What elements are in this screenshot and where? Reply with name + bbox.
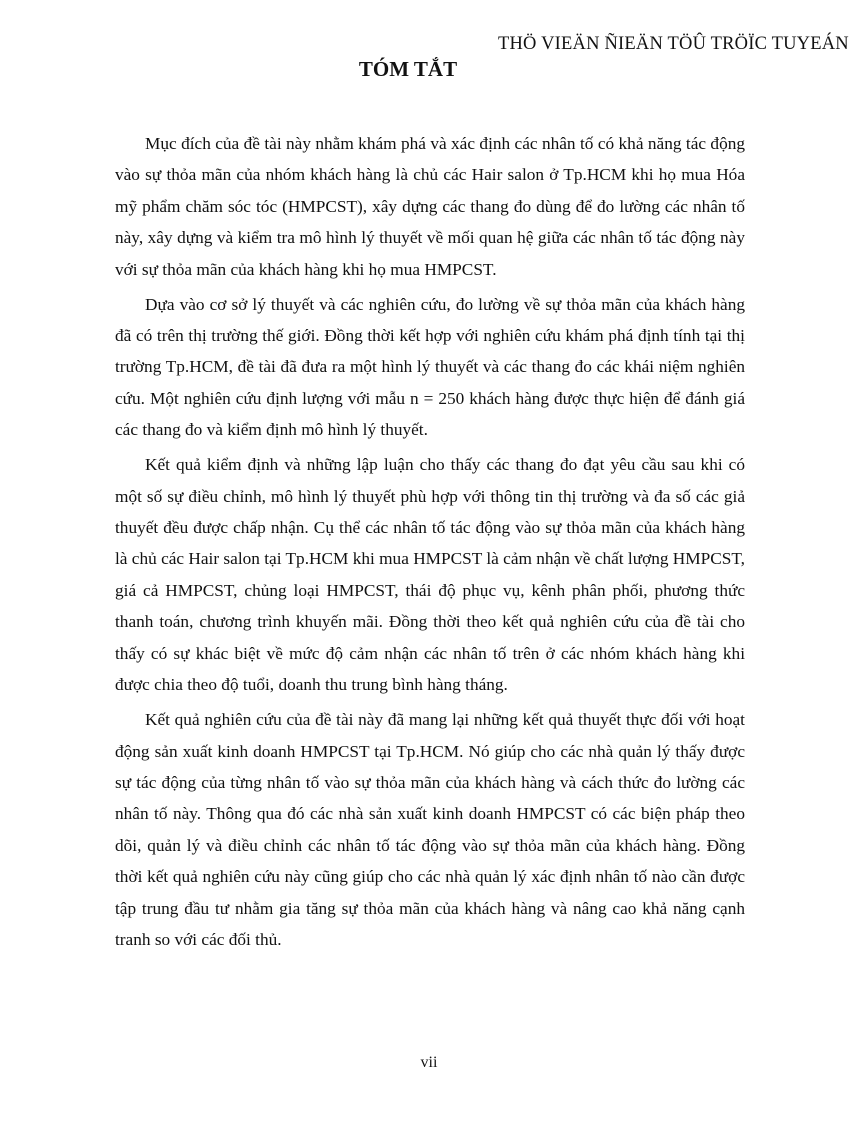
library-watermark: THÖ VIEÄN ÑIEÄN TÖÛ TRÖÏC TUYEÁN: [498, 34, 849, 54]
paragraph: Dựa vào cơ sở lý thuyết và các nghiên cứu, đo lường về sự thỏa mãn của khách hàng đã có trên thị trường thế giới. Đồng thời kết hợp với nghiên cứu khám phá định tính tại thị trường Tp.HCM, đề tài đã đưa ra một hình lý thuyết và các thang đo các khái niệm nghiên cứu. Một nghiên cứu định lượng với mẫu n = 250 khách hàng được thực hiện để đánh giá các thang đo và kiểm định mô hình lý thuyết.: [115, 294, 745, 440]
paragraph: Kết quả nghiên cứu của đề tài này đã mang lại những kết quả thuyết thực đối với hoạt động sản xuất kinh doanh HMPCST tại Tp.HCM. Nó giúp cho các nhà quản lý thấy được sự tác động của từng nhân tố vào sự thỏa mãn của khách hàng và cách thức đo lường các nhân tố này. Thông qua đó các nhà sản xuất kinh doanh HMPCST có các biện pháp theo dõi, quản lý và điều chỉnh các nhân tố tác động vào sự thỏa mãn của khách hàng. Đồng thời kết quả nghiên cứu này cũng giúp cho các nhà quản lý xác định nhân tố nào cần được tập trung đầu tư nhằm gia tăng sự thỏa mãn của khách hàng và nâng cao khả năng cạnh tranh so với các đối thủ.: [115, 710, 745, 949]
paragraph: Kết quả kiểm định và những lập luận cho thấy các thang đo đạt yêu cầu sau khi có một số sự điều chỉnh, mô hình lý thuyết phù hợp với thông tin thị trường và đa số các giả thuyết đều được chấp nhận. Cụ thể các nhân tố tác động vào sự thỏa mãn của khách hàng là chủ các Hair salon tại Tp.HCM khi mua HMPCST là cảm nhận về chất lượng HMPCST, giá cả HMPCST, chủng loại HMPCST, thái độ phục vụ, kênh phân phối, phương thức thanh toán, chương trình khuyến mãi. Đồng thời theo kết quả nghiên cứu của đề tài cho thấy có sự khác biệt về mức độ cảm nhận các nhân tố trên ở các nhóm khách hàng khi được chia theo độ tuổi, doanh thu trung bình hàng tháng.: [115, 455, 745, 695]
paragraph: Mục đích của đề tài này nhằm khám phá và xác định các nhân tố có khả năng tác động vào sự thỏa mãn của nhóm khách hàng là chủ các Hair salon ở Tp.HCM khi họ mua Hóa mỹ phẩm chăm sóc tóc (HMPCST), xây dựng các thang đo dùng để đo lường các nhân tố này, xây dựng và kiểm tra mô hình lý thuyết về mối quan hệ giữa các nhân tố tác động này với sự thỏa mãn của khách hàng khi họ mua HMPCST.: [115, 134, 745, 279]
page-title: TÓM TẮT: [358, 57, 458, 81]
page-number: vii: [420, 1054, 438, 1071]
abstract-body: [115, 128, 745, 959]
